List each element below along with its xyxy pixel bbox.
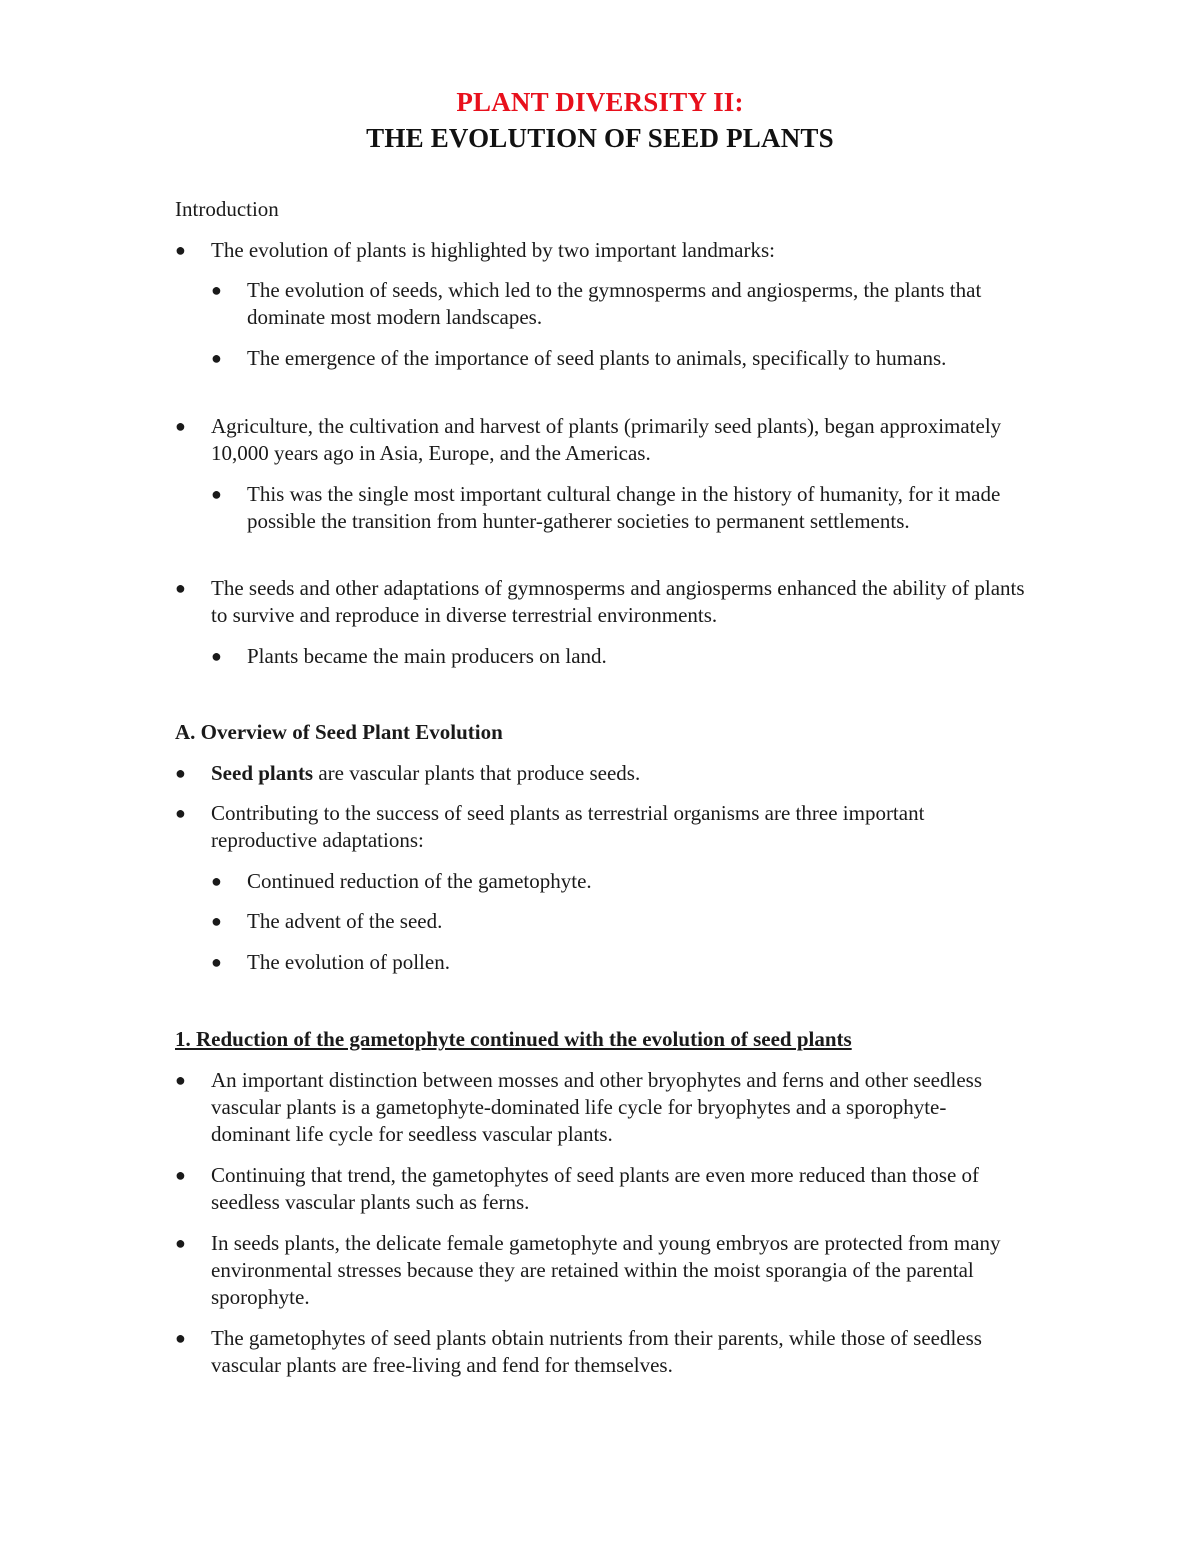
list-item-text (175, 760, 1025, 787)
list-item (175, 760, 1025, 787)
list-item-text: Continued reduction of the gametophyte. (247, 869, 592, 893)
list-item (211, 481, 1026, 535)
bullet-icon: ● (211, 280, 222, 300)
bullet-icon: ● (211, 871, 222, 891)
list-item (175, 237, 1025, 264)
bullet-icon: ● (211, 911, 222, 931)
list-item (175, 800, 1025, 854)
list-item (175, 575, 1025, 629)
bullet-icon: ● (211, 348, 222, 368)
bullet-icon: ● (211, 646, 222, 666)
list-item-text: The gametophytes of seed plants obtain nutrients from their parents, while those of seedless vascular plants are free-living and fend for themselves. (211, 1326, 982, 1377)
list-item (175, 1162, 1025, 1216)
bullet-icon: ● (211, 484, 222, 504)
bullet-icon: ● (175, 578, 186, 598)
list-item (211, 949, 1026, 976)
list-item-text: In seeds plants, the delicate female gametophyte and young embryos are protected from many environmental stresses because they are retained within the moist sporangia of the parental sporophyte. (211, 1231, 1001, 1309)
title-line-2: THE EVOLUTION OF SEED PLANTS (366, 123, 834, 153)
list-item (211, 277, 1026, 331)
list-item (211, 868, 1026, 895)
list-item-text: The emergence of the importance of seed plants to animals, specifically to humans. (247, 346, 947, 370)
list-item (175, 1325, 1025, 1379)
list-item (211, 345, 1026, 372)
title-line-1: PLANT DIVERSITY II: (456, 87, 744, 117)
section-a-heading: A. Overview of Seed Plant Evolution (175, 720, 503, 744)
bullet-icon: ● (211, 952, 222, 972)
bullet-icon: ● (175, 1070, 186, 1090)
bullet-icon: ● (175, 1233, 186, 1253)
list-item-text: Continuing that trend, the gametophytes of seed plants are even more reduced than those of seedless vascular plants such as ferns. (211, 1163, 980, 1214)
intro-label: Introduction (175, 197, 279, 221)
document-title (0, 84, 1200, 156)
bullet-icon: ● (175, 763, 186, 783)
list-item (175, 1230, 1025, 1311)
bullet-icon: ● (175, 240, 186, 260)
key-term: Seed plants (211, 761, 314, 785)
list-item (211, 908, 1026, 935)
list-item-text: The evolution of seeds, which led to the gymnosperms and angiosperms, the plants that dominate most modern landscapes. (247, 278, 982, 329)
list-item-text-rest: are vascular plants that produce seeds. (313, 761, 641, 785)
list-item-text: The seeds and other adaptations of gymnosperms and angiosperms enhanced the ability of plants to survive and reproduce in diverse terrestrial environments. (211, 576, 1025, 627)
list-item (175, 1067, 1025, 1148)
list-item (175, 413, 1025, 467)
list-item-text: Contributing to the success of seed plants as terrestrial organisms are three important reproductive adaptations: (211, 801, 925, 852)
list-item (211, 643, 1026, 670)
list-item-text: The advent of the seed. (247, 909, 443, 933)
list-item-text: An important distinction between mosses and other bryophytes and ferns and other seedless vascular plants is a gametophyte-dominated life cycle for bryophytes and a sporophyte-dominant life cycle for seedless vascular plants. (211, 1068, 982, 1146)
bullet-icon: ● (175, 416, 186, 436)
bullet-icon: ● (175, 803, 186, 823)
list-item-text: Plants became the main producers on land. (247, 644, 607, 668)
bullet-icon: ● (175, 1165, 186, 1185)
list-item-text: The evolution of pollen. (247, 950, 450, 974)
section-1-heading: 1. Reduction of the gametophyte continued with the evolution of seed plants (175, 1027, 852, 1051)
list-item-text: Agriculture, the cultivation and harvest of plants (primarily seed plants), began approximately 10,000 years ago in Asia, Europe, and the Americas. (211, 414, 1002, 465)
list-item-text: This was the single most important cultural change in the history of humanity, for it made possible the transition from hunter-gatherer societies to permanent settlements. (247, 482, 1001, 533)
list-item-text: The evolution of plants is highlighted by two important landmarks: (211, 238, 776, 262)
bullet-icon: ● (175, 1328, 186, 1348)
